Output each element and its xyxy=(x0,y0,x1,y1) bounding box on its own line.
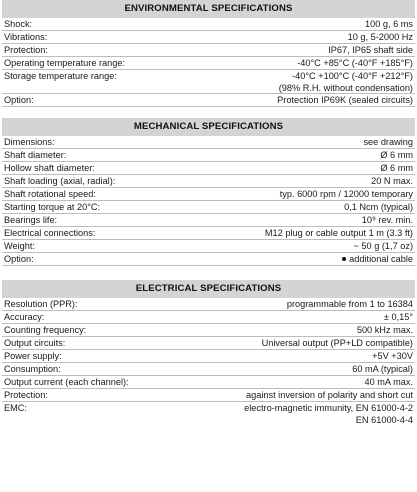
spec-label: Shaft rotational speed: xyxy=(4,189,96,199)
spec-label: Option: xyxy=(4,95,34,105)
spec-sheet xyxy=(2,0,415,426)
spec-value xyxy=(342,253,413,265)
spec-value: typ. 6000 rpm / 12000 temporary xyxy=(279,189,413,199)
spec-row xyxy=(2,298,415,311)
spec-value: 10⁹ rev. min. xyxy=(361,215,413,225)
spec-row xyxy=(2,31,415,44)
spec-value: 60 mA (typical) xyxy=(352,364,413,374)
mechanical-title: MECHANICAL SPECIFICATIONS xyxy=(2,118,415,136)
spec-label: Shaft diameter: xyxy=(4,150,67,160)
spec-row xyxy=(2,136,415,149)
spec-label: Shock: xyxy=(4,19,33,29)
spec-row xyxy=(2,337,415,350)
spec-label: Accuracy: xyxy=(4,312,45,322)
spec-value: 10 g, 5-2000 Hz xyxy=(347,32,413,42)
spec-label: Electrical connections: xyxy=(4,228,96,238)
spec-row xyxy=(2,44,415,57)
electrical-title: ELECTRICAL SPECIFICATIONS xyxy=(2,280,415,298)
spec-value: 40 mA max. xyxy=(364,377,413,387)
spec-row xyxy=(2,227,415,240)
mechanical-section xyxy=(2,118,415,266)
spec-row xyxy=(2,402,415,426)
spec-label: Vibrations: xyxy=(4,32,48,42)
spec-label: Starting torque at 20°C: xyxy=(4,202,101,212)
spec-row xyxy=(2,188,415,201)
spec-row xyxy=(2,363,415,376)
spec-value: M12 plug or cable output 1 m (3.3 ft) xyxy=(264,228,413,238)
spec-value-line: electro-magnetic immunity, EN 61000-4-2 xyxy=(244,403,413,413)
spec-value xyxy=(244,402,413,426)
spec-row xyxy=(2,214,415,227)
spec-value-text: additional cable xyxy=(349,254,413,264)
spec-value: Ø 6 mm xyxy=(380,163,413,173)
environmental-title: ENVIRONMENTAL SPECIFICATIONS xyxy=(2,0,415,18)
spec-label: Output current (each channel): xyxy=(4,377,129,387)
electrical-section xyxy=(2,280,415,426)
spec-label: Resolution (PPR): xyxy=(4,299,78,309)
spec-row xyxy=(2,311,415,324)
spec-label: Protection: xyxy=(4,45,48,55)
spec-label: EMC: xyxy=(4,403,27,413)
spec-value: 500 kHz max. xyxy=(356,325,413,335)
spec-row xyxy=(2,18,415,31)
spec-value: Ø 6 mm xyxy=(380,150,413,160)
spec-row xyxy=(2,324,415,337)
spec-value: 0,1 Ncm (typical) xyxy=(344,202,413,212)
spec-value-line: -40°C +100°C (-40°F +212°F) xyxy=(292,71,413,81)
spec-label: Output circuits: xyxy=(4,338,66,348)
spec-value: against inversion of polarity and short cut xyxy=(246,390,413,400)
spec-value: 20 N max. xyxy=(371,176,413,186)
spec-label: Storage temperature range: xyxy=(4,71,117,81)
spec-value: programmable from 1 to 16384 xyxy=(286,299,413,309)
spec-value: -40°C +85°C (-40°F +185°F) xyxy=(297,58,413,68)
spec-row xyxy=(2,201,415,214)
environmental-section xyxy=(2,0,415,107)
spec-row xyxy=(2,149,415,162)
section-gap xyxy=(2,107,415,118)
spec-value: ~ 50 g (1,7 oz) xyxy=(353,241,413,251)
spec-row xyxy=(2,70,415,94)
spec-row xyxy=(2,350,415,363)
spec-label: Shaft loading (axial, radial): xyxy=(4,176,116,186)
spec-value: IP67, IP65 shaft side xyxy=(328,45,413,55)
spec-label: Option: xyxy=(4,254,34,264)
spec-label: Power supply: xyxy=(4,351,62,361)
spec-value xyxy=(279,70,413,94)
spec-label: Dimensions: xyxy=(4,137,55,147)
spec-row xyxy=(2,175,415,188)
spec-value: Protection IP69K (sealed circuits) xyxy=(277,95,413,105)
spec-label: Weight: xyxy=(4,241,35,251)
spec-value-line: (98% R.H. without condensation) xyxy=(278,83,413,93)
bullet-icon xyxy=(342,257,346,261)
spec-row xyxy=(2,57,415,70)
spec-value: +5V +30V xyxy=(372,351,413,361)
spec-row xyxy=(2,94,415,107)
spec-label: Bearings life: xyxy=(4,215,58,225)
spec-value: ± 0,15° xyxy=(383,312,413,322)
spec-label: Consumption: xyxy=(4,364,61,374)
spec-value: 100 g, 6 ms xyxy=(364,19,413,29)
spec-label: Operating temperature range: xyxy=(4,58,126,68)
spec-value: Universal output (PP+LD compatible) xyxy=(261,338,413,348)
spec-row xyxy=(2,389,415,402)
section-gap xyxy=(2,266,415,280)
spec-value: see drawing xyxy=(363,137,413,147)
spec-label: Hollow shaft diameter: xyxy=(4,163,95,173)
spec-row xyxy=(2,162,415,175)
spec-row xyxy=(2,376,415,389)
spec-row xyxy=(2,253,415,266)
spec-label: Protection: xyxy=(4,390,48,400)
spec-value-line: EN 61000-4-4 xyxy=(355,415,413,425)
spec-label: Counting frequency: xyxy=(4,325,87,335)
spec-row xyxy=(2,240,415,253)
